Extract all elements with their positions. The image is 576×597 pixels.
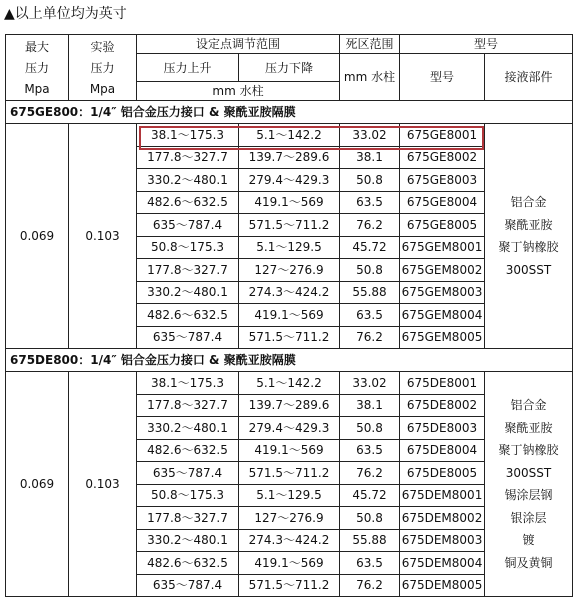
pressure-fall-cell: 279.4～429.3 [239, 417, 340, 440]
test-pressure-cell: 0.103 [69, 372, 137, 597]
dead-band-cell: 63.5 [340, 439, 400, 462]
pressure-fall-cell: 5.1～129.5 [239, 236, 340, 259]
test-pressure-cell: 0.103 [69, 124, 137, 349]
pressure-fall-cell: 419.1～569 [239, 552, 340, 575]
model-cell: 675GEM8005 [400, 326, 485, 349]
spec-table [5, 34, 573, 597]
materials-list [485, 394, 572, 574]
dead-band-cell: 45.72 [340, 484, 400, 507]
pressure-rise-cell: 177.8～327.7 [137, 394, 239, 417]
pressure-fall-cell: 5.1～142.2 [239, 124, 340, 147]
dead-band-cell: 50.8 [340, 169, 400, 192]
material-item: 聚酰亚胺 [504, 217, 553, 232]
unit-note: ▲以上单位均为英寸 [4, 6, 127, 22]
pressure-rise-cell: 482.6～632.5 [137, 552, 239, 575]
dead-band-cell: 63.5 [340, 304, 400, 327]
dead-band-cell: 50.8 [340, 259, 400, 282]
header-pressure-rise: 压力上升 [137, 54, 239, 82]
pressure-fall-cell: 127～276.9 [239, 259, 340, 282]
model-cell: 675DE8001 [400, 372, 485, 395]
model-cell: 675DEM8003 [400, 529, 485, 552]
wetted-parts-cell [485, 372, 573, 597]
pressure-fall-cell: 274.3～424.2 [239, 281, 340, 304]
section-header-row [6, 101, 573, 124]
header-pressure-fall: 压力下降 [239, 54, 340, 82]
pressure-rise-cell: 177.8～327.7 [137, 507, 239, 530]
header-unit: mm 水柱 [137, 82, 340, 101]
header-model-group: 型号 [400, 35, 573, 54]
pressure-fall-cell: 419.1～569 [239, 304, 340, 327]
model-cell: 675GEM8004 [400, 304, 485, 327]
header-test-pressure: 实验 压力 Mpa [69, 35, 137, 101]
pressure-rise-cell: 635～787.4 [137, 326, 239, 349]
pressure-fall-cell: 571.5～711.2 [239, 574, 340, 597]
pressure-rise-cell: 330.2～480.1 [137, 529, 239, 552]
pressure-fall-cell: 419.1～569 [239, 439, 340, 462]
header-model: 型号 [400, 54, 485, 101]
pressure-rise-cell: 330.2～480.1 [137, 281, 239, 304]
pressure-rise-cell: 50.8～175.3 [137, 236, 239, 259]
material-item: 铜及黄铜 [504, 555, 553, 570]
dead-band-cell: 76.2 [340, 462, 400, 485]
model-cell: 675DE8004 [400, 439, 485, 462]
model-cell: 675DE8003 [400, 417, 485, 440]
material-item: 锡涂层钢 [504, 488, 553, 502]
material-item: 聚丁钠橡胶 [498, 240, 559, 254]
dead-band-cell: 38.1 [340, 146, 400, 169]
model-cell: 675GEM8001 [400, 236, 485, 259]
model-cell: 675GE8002 [400, 146, 485, 169]
material-item: 300SST [505, 262, 552, 277]
model-cell: 675DEM8004 [400, 552, 485, 575]
dead-band-cell: 76.2 [340, 214, 400, 237]
model-cell: 675DEM8005 [400, 574, 485, 597]
material-item: 聚酰亚胺 [504, 420, 553, 435]
material-item: 铝合金 [510, 195, 547, 209]
header-max-pressure: 最大 压力 Mpa [6, 35, 69, 101]
dead-band-cell: 38.1 [340, 394, 400, 417]
pressure-fall-cell: 5.1～129.5 [239, 484, 340, 507]
pressure-rise-cell: 177.8～327.7 [137, 259, 239, 282]
model-cell: 675GEM8002 [400, 259, 485, 282]
materials-list [485, 191, 572, 281]
pressure-rise-cell: 330.2～480.1 [137, 417, 239, 440]
pressure-rise-cell: 635～787.4 [137, 574, 239, 597]
table-row [6, 124, 573, 147]
pressure-rise-cell: 177.8～327.7 [137, 146, 239, 169]
table-row [6, 372, 573, 395]
pressure-rise-cell: 38.1～175.3 [137, 124, 239, 147]
section-header-row [6, 349, 573, 372]
dead-band-cell: 63.5 [340, 191, 400, 214]
pressure-rise-cell: 635～787.4 [137, 462, 239, 485]
max-pressure-cell: 0.069 [6, 372, 69, 597]
dead-band-cell: 55.88 [340, 281, 400, 304]
pressure-rise-cell: 50.8～175.3 [137, 484, 239, 507]
model-cell: 675DE8002 [400, 394, 485, 417]
pressure-fall-cell: 419.1～569 [239, 191, 340, 214]
dead-band-cell: 63.5 [340, 552, 400, 575]
header-dead-band: 死区范围 [340, 35, 400, 54]
model-cell: 675GE8001 [400, 124, 485, 147]
model-cell: 675DEM8002 [400, 507, 485, 530]
pressure-fall-cell: 274.3～424.2 [239, 529, 340, 552]
pressure-rise-cell: 38.1～175.3 [137, 372, 239, 395]
pressure-rise-cell: 635～787.4 [137, 214, 239, 237]
dead-band-cell: 45.72 [340, 236, 400, 259]
model-cell: 675GE8004 [400, 191, 485, 214]
wetted-parts-cell [485, 124, 573, 349]
pressure-fall-cell: 139.7～289.6 [239, 146, 340, 169]
model-cell: 675DE8005 [400, 462, 485, 485]
header-wetted-parts: 接液部件 [485, 54, 573, 101]
header-setpoint-range: 设定点调节范围 [137, 35, 340, 54]
pressure-fall-cell: 5.1～142.2 [239, 372, 340, 395]
pressure-fall-cell: 571.5～711.2 [239, 462, 340, 485]
pressure-rise-cell: 482.6～632.5 [137, 439, 239, 462]
pressure-rise-cell: 482.6～632.5 [137, 304, 239, 327]
pressure-rise-cell: 482.6～632.5 [137, 191, 239, 214]
section-title: 675GE800：1/4″ 铝合金压力接口 & 聚酰亚胺隔膜 [6, 101, 573, 124]
material-item: 聚丁钠橡胶 [498, 443, 559, 457]
header-dead-band-unit: mm 水柱 [340, 54, 400, 101]
section-title: 675DE800：1/4″ 铝合金压力接口 & 聚酰亚胺隔膜 [6, 349, 573, 372]
model-cell: 675GE8005 [400, 214, 485, 237]
pressure-fall-cell: 571.5～711.2 [239, 214, 340, 237]
pressure-rise-cell: 330.2～480.1 [137, 169, 239, 192]
material-item: 银涂层 [510, 510, 547, 525]
model-cell: 675DEM8001 [400, 484, 485, 507]
model-cell: 675GEM8003 [400, 281, 485, 304]
dead-band-cell: 33.02 [340, 372, 400, 395]
material-item: 铝合金 [510, 398, 547, 412]
pressure-fall-cell: 571.5～711.2 [239, 326, 340, 349]
model-cell: 675GE8003 [400, 169, 485, 192]
dead-band-cell: 76.2 [340, 326, 400, 349]
pressure-fall-cell: 127～276.9 [239, 507, 340, 530]
dead-band-cell: 50.8 [340, 507, 400, 530]
dead-band-cell: 33.02 [340, 124, 400, 147]
dead-band-cell: 76.2 [340, 574, 400, 597]
pressure-fall-cell: 279.4～429.3 [239, 169, 340, 192]
material-item: 300SST [505, 465, 552, 480]
pressure-fall-cell: 139.7～289.6 [239, 394, 340, 417]
max-pressure-cell: 0.069 [6, 124, 69, 349]
dead-band-cell: 55.88 [340, 529, 400, 552]
dead-band-cell: 50.8 [340, 417, 400, 440]
material-item: 镀 [522, 533, 535, 547]
